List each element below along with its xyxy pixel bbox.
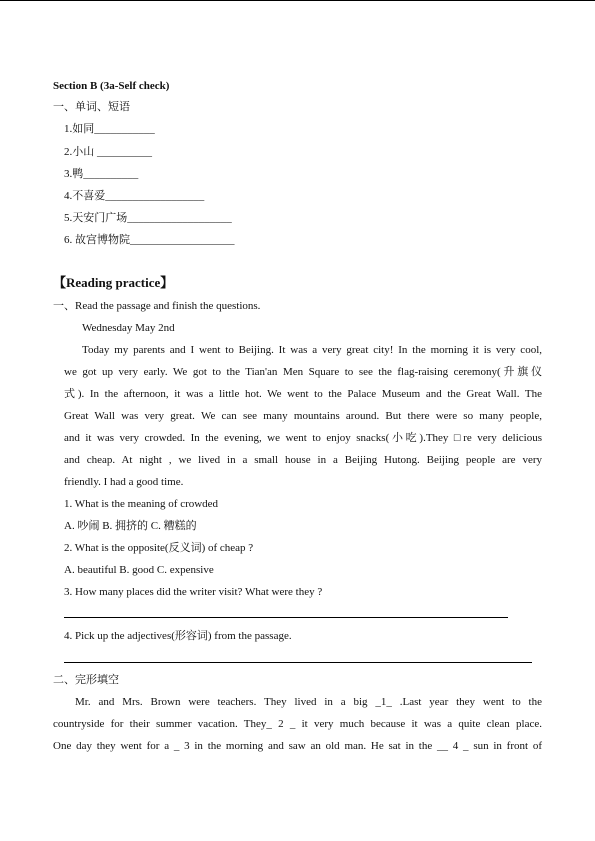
cloze-line-2: countryside for their summer vacation. They_ 2 _ it very much because it was a quite clean place. <box>53 718 542 730</box>
question-3: 3. How many places did the writer visit? What were they ? <box>64 586 323 598</box>
question-4: 4. Pick up the adjectives(形容词) from the passage. <box>64 630 292 642</box>
vocab-item-3: 3.鸭__________ <box>64 168 139 180</box>
question-1-options: A. 吵闹 B. 拥挤的 C. 糟糕的 <box>64 520 197 532</box>
cloze-line-1: Mr. and Mrs. Brown were teachers. They lived in a big _1_ .Last year they went to the <box>75 696 542 708</box>
vocab-heading: 一、单词、短语 <box>53 101 130 113</box>
cloze-heading: 二、完形填空 <box>53 674 119 686</box>
vocab-item-1: 1.如同___________ <box>64 123 155 135</box>
passage-line-2: we got up very early. We got to the Tian'an Men Square to see the flag-raising ceremony(升旗仪 <box>64 366 542 378</box>
passage-line-6: and cheap. At night , we lived in a small house in a Beijing Hutong. Beijing people are very <box>64 454 542 466</box>
section-title: Section B (3a-Self check) <box>53 80 170 92</box>
reading-instruction: 一、Read the passage and finish the questions. <box>53 300 261 312</box>
page-top-rule <box>0 0 595 1</box>
passage-line-1: Today my parents and I went to Beijing. It was a very great city! In the morning it is very cool, <box>82 344 542 356</box>
passage-line-4: Great Wall was very great. We can see many mountains around. But there were so many people, <box>64 410 542 422</box>
cloze-line-3: One day they went for a _ 3 in the morning and saw an old man. He sat in the __ 4 _ sun in front of <box>53 740 542 752</box>
vocab-item-2: 2.小山 __________ <box>64 146 152 158</box>
question-1: 1. What is the meaning of crowded <box>64 498 219 510</box>
answer-line-4[interactable] <box>64 662 532 663</box>
passage-date: Wednesday May 2nd <box>82 322 175 334</box>
passage-line-7: friendly. I had a good time. <box>64 476 184 488</box>
vocab-item-5: 5.天安门广场___________________ <box>64 212 232 224</box>
question-2-options: A. beautiful B. good C. expensive <box>64 564 214 576</box>
passage-line-5: and it was very crowded. In the evening, we went to enjoy snacks(小吃).They □re very delicious <box>64 432 542 444</box>
reading-practice-title: 【Reading practice】 <box>53 275 174 290</box>
answer-line-3[interactable] <box>64 617 508 618</box>
vocab-item-6: 6. 故宫博物院___________________ <box>64 234 235 246</box>
vocab-item-4: 4.不喜爱__________________ <box>64 190 205 202</box>
question-2: 2. What is the opposite(反义词) of cheap ? <box>64 542 254 554</box>
passage-line-3: 式). In the afternoon, it was a little hot. We went to the Palace Museum and the Great Wall. The <box>64 388 542 400</box>
